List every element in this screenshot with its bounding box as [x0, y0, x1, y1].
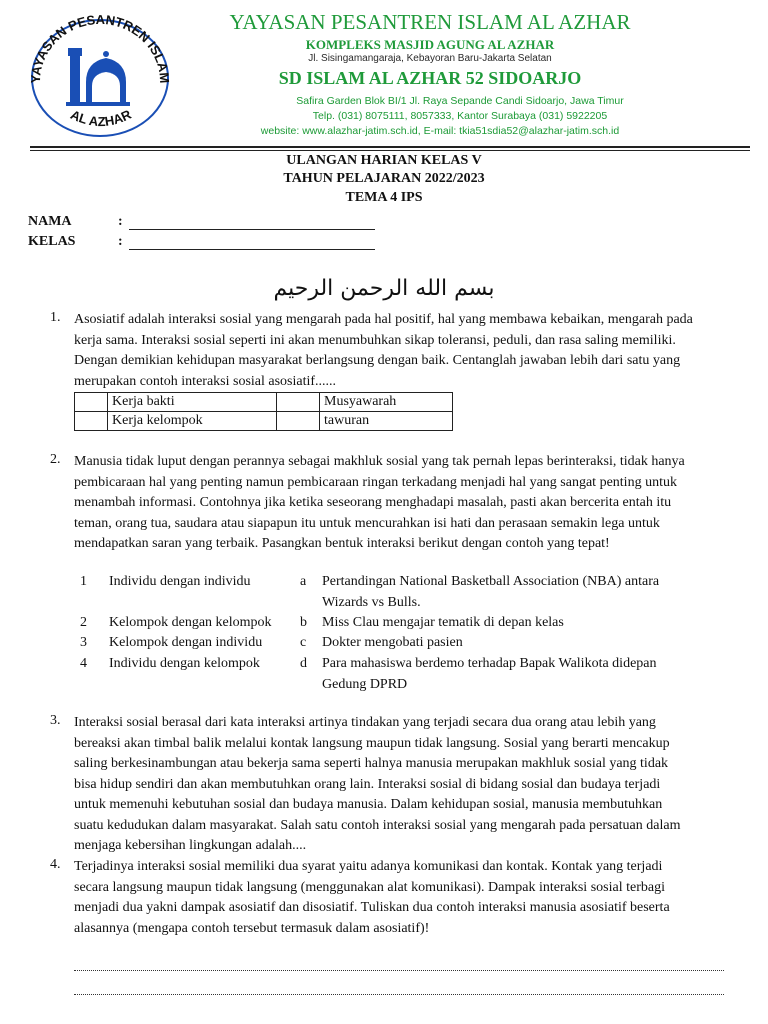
complex-address: Jl. Sisingamangaraja, Kebayoran Baru-Jakarta Selatan	[308, 53, 552, 64]
match-left-item: Individu dengan individu	[109, 574, 251, 589]
exam-title: ULANGAN HARIAN KELAS V	[286, 153, 482, 168]
option-label: tawuran	[320, 412, 453, 431]
class-row	[28, 234, 375, 250]
bismillah: بسم الله الرحمن الرحيم	[273, 276, 495, 301]
header-divider	[30, 146, 750, 148]
table-row	[75, 412, 453, 431]
match-left-item: Kelompok dengan individu	[109, 635, 263, 650]
q1-number: 1.	[50, 310, 61, 325]
school-name: SD ISLAM AL AZHAR 52 SIDOARJO	[278, 68, 582, 88]
checkbox-cell[interactable]	[277, 412, 320, 431]
logo-bottom-text: AL AZHAR	[68, 106, 134, 130]
match-right-letter: b	[300, 615, 307, 630]
q2-line: menambah informasi. Contohnya jika ketika seseorang menghadapi masalah, pasti akan bercerita entah itu	[74, 495, 672, 510]
exam-theme: TEMA 4 IPS	[345, 190, 423, 205]
match-left-num: 3	[80, 635, 87, 650]
complex-name: KOMPLEKS MASJID AGUNG AL AZHAR	[305, 37, 555, 52]
match-right-item: Wizards vs Bulls.	[322, 595, 421, 610]
match-right-item: Gedung DPRD	[322, 677, 408, 692]
match-right-letter: c	[300, 635, 307, 650]
match-left-num: 2	[80, 615, 87, 630]
name-label: NAMA	[28, 214, 72, 229]
match-right-item: Para mahasiswa berdemo terhadap Bapak Walikota didepan	[322, 656, 657, 671]
q3-number: 3.	[50, 713, 61, 728]
q1-options-table	[74, 392, 453, 431]
q4-text	[74, 857, 730, 939]
name-row	[28, 214, 375, 230]
option-label: Musyawarah	[320, 393, 453, 412]
class-colon: :	[118, 234, 123, 249]
match-right-letter: d	[300, 656, 307, 671]
q3-line: untuk memenuhi kebutuhan sosial dan budaya manusia. Dalam kehidupan sosial, manusia membutuhkan	[74, 797, 663, 812]
school-phone: Telp. (031) 8075111, 8057333, Kantor Surabaya (031) 5922205	[312, 110, 608, 122]
q1-line: Dengan demikian kehidupan masyarakat berlangsung dengan baik. Centanglah jawaban lebih dari satu yang	[74, 353, 681, 368]
q2-number: 2.	[50, 452, 61, 467]
checkbox-cell[interactable]	[75, 393, 108, 412]
name-colon: :	[118, 214, 123, 229]
q3-line: bereaksi akan timbal balik melalui kontak langsung maupun tidak langsung. Sosial yang berarti mencakup	[74, 735, 670, 751]
q3-line: Interaksi sosial berasal dari kata interaksi artinya tindakan yang terjadi secara dua orang atau lebih yang	[74, 715, 656, 730]
q3-line: menjaga kebersihan lingkungan adalah....	[74, 838, 307, 853]
match-left-num: 4	[80, 656, 87, 671]
q2-text	[74, 452, 730, 555]
q4-line: Terjadinya interaksi sosial memiliki dua syarat yaitu adanya komunikasi dan kontak. Kontak yang terjadi	[74, 859, 663, 874]
school-address: Safira Garden Blok BI/1 Jl. Raya Sepande Candi Sidoarjo, Jawa Timur	[296, 95, 624, 107]
checkbox-cell[interactable]	[75, 412, 108, 431]
q2-line: teman, orang tua, saudara atau siapapun itu untuk mencurahkan isi hati dan perasaan semakin lega untuk	[74, 515, 660, 531]
option-label: Kerja kelompok	[108, 412, 277, 431]
match-left-num: 1	[80, 574, 87, 589]
q1-line: Asosiatif adalah interaksi sosial yang mengarah pada hal positif, hal yang membawa kebaikan, mengarah pada	[74, 312, 693, 327]
match-left-item: Kelompok dengan kelompok	[109, 615, 272, 630]
q1-text	[74, 310, 730, 392]
match-right-item: Dokter mengobati pasien	[322, 635, 463, 650]
answer-line[interactable]	[74, 994, 724, 995]
match-left-item: Individu dengan kelompok	[109, 656, 260, 671]
table-row	[75, 393, 453, 412]
q4-line: menjadi dua yakni dampak asosiatif dan disosiatif. Tuliskan dua contoh interaksi manusia asosiatif beserta	[74, 900, 670, 915]
q4-line: secara langsung maupun tidak langsung (menggunakan alat komunikasi). Dampak interaksi sosial terbagi	[74, 879, 665, 895]
q4-number: 4.	[50, 857, 61, 872]
q3-line: suatu kedudukan dalam masyarakat. Salah satu contoh interaksi sosial yang mengarah pada persatuan dalam	[74, 817, 681, 833]
q2-line: mendapatkan saran yang terbaik. Pasangkan bentuk interaksi berikut dengan contoh yang tepat!	[74, 536, 610, 551]
school-logo	[20, 10, 178, 138]
q1-line: merupakan contoh interaksi sosial asosiatif......	[74, 373, 337, 389]
match-right-item: Miss Clau mengajar tematik di depan kelas	[322, 615, 564, 630]
q4-line: alasannya (mengapa contoh tersebut termasuk dalam asosiatif)!	[74, 920, 430, 936]
q1-line: kerja sama. Interaksi sosial seperti ini akan menumbuhkan sikap toleransi, peduli, dan rasa saling memiliki.	[74, 332, 676, 348]
q3-line: bisa hidup sendiri dan akan membutuhkan orang lain. Interaksi sosial di bidang sosial dan budaya terjadi	[74, 776, 661, 792]
checkbox-cell[interactable]	[277, 393, 320, 412]
q2-line: Manusia tidak luput dengan perannya sebagai makhluk sosial yang tak pernah lepas berinteraksi, tidak hanya	[74, 454, 685, 469]
q3-line: saling berkesinambungan atau bekerja sama seperti halnya manusia merupakan makhluk sosial yang tidak	[74, 756, 669, 771]
school-web: website: www.alazhar-jatim.sch.id, E-mail: tkia51sdia52@alazhar-jatim.sch.id	[260, 125, 620, 137]
header-divider-thin	[30, 150, 750, 151]
match-right-letter: a	[300, 574, 307, 589]
answer-line[interactable]	[74, 970, 724, 971]
logo-arc-text: YAYASAN PESANTREN ISLAM	[27, 11, 173, 84]
option-label: Kerja bakti	[108, 393, 277, 412]
foundation-name: YAYASAN PESANTREN ISLAM AL AZHAR	[229, 10, 631, 34]
exam-year: TAHUN PELAJARAN 2022/2023	[283, 171, 485, 186]
name-field[interactable]	[129, 217, 375, 230]
class-label: KELAS	[28, 234, 76, 249]
q2-line: pembicaraan hal yang penting namun pembicaraan ringan terkadang menjadi hal yang sangat penting untuk	[74, 474, 677, 490]
q3-text	[74, 713, 730, 857]
match-right-item: Pertandingan National Basketball Association (NBA) antara	[322, 574, 660, 589]
class-field[interactable]	[129, 237, 375, 250]
